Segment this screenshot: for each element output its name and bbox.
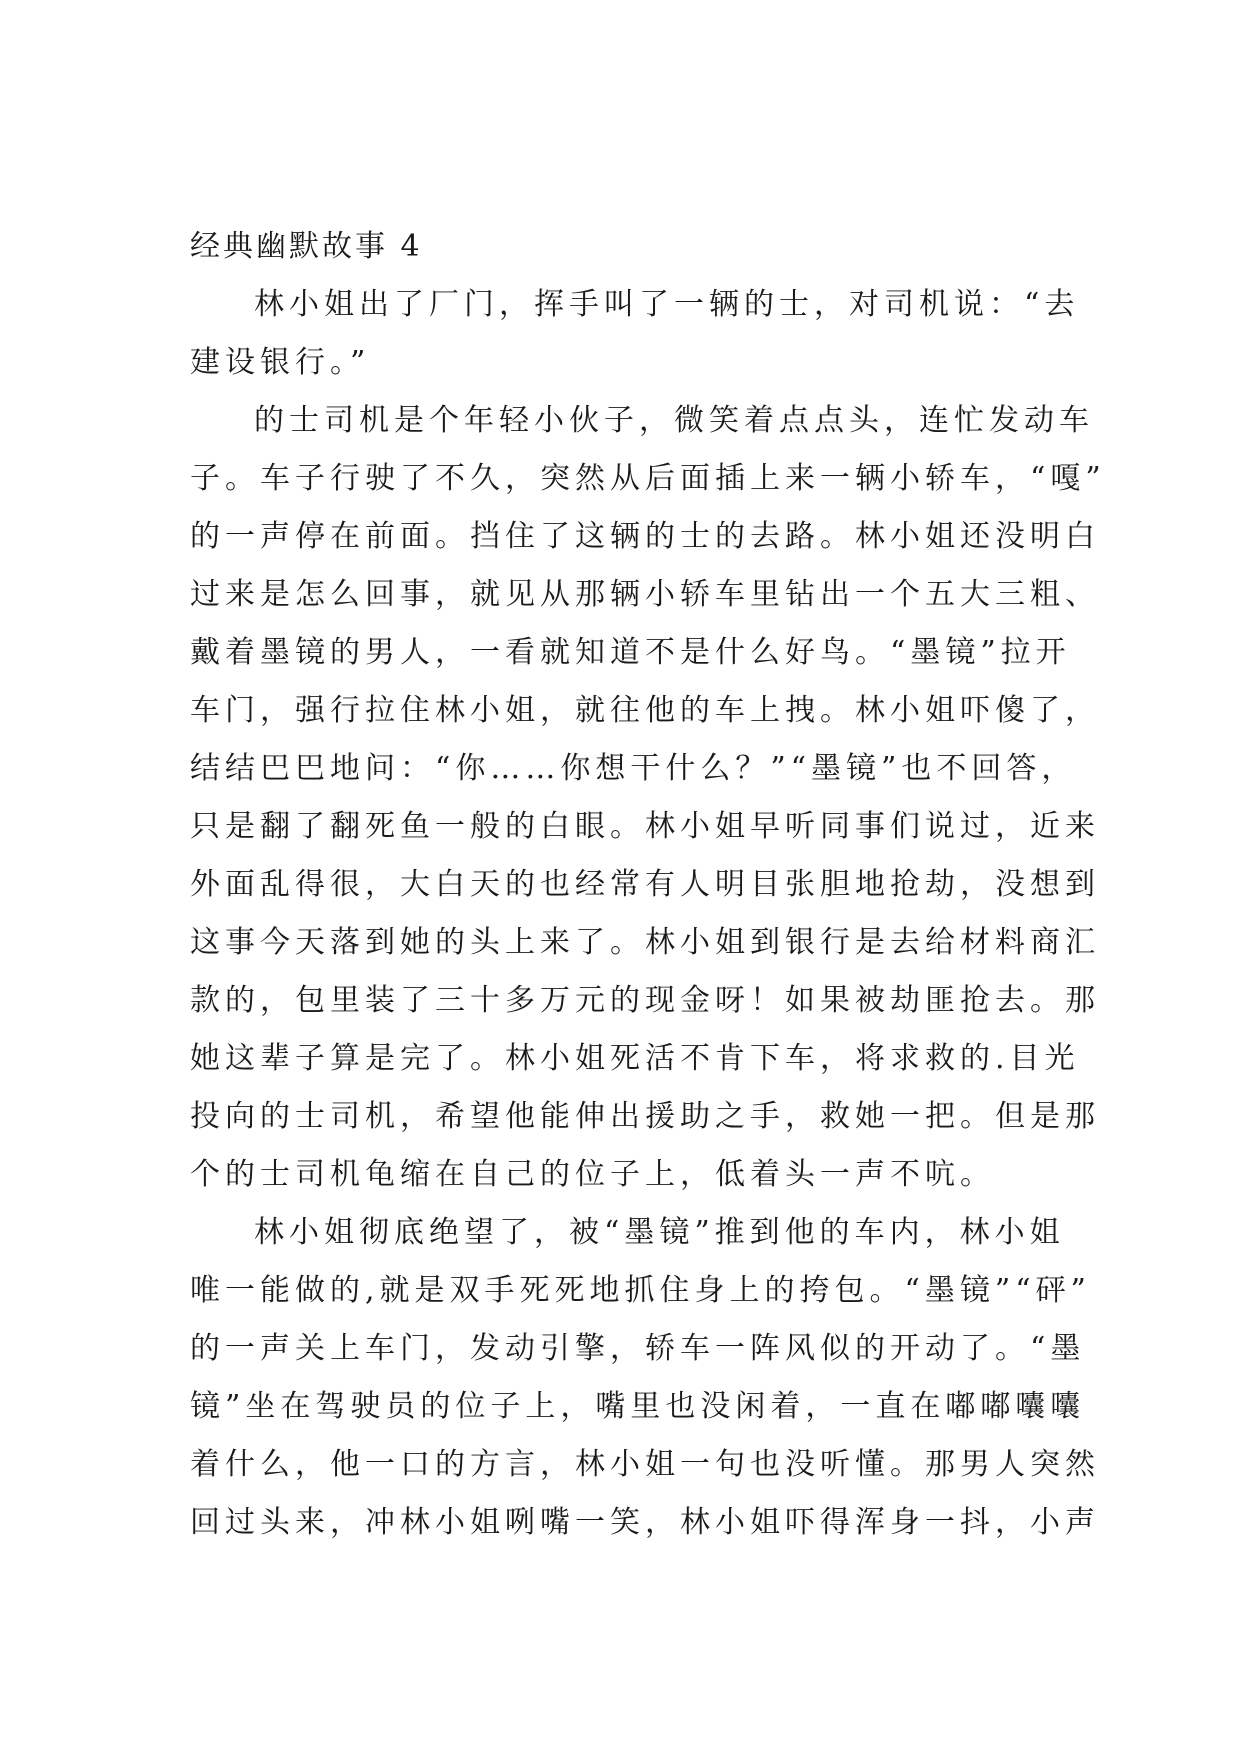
paragraph-line: 着什么，他一口的方言，林小姐一句也没听懂。那男人突然 xyxy=(190,1447,1100,1482)
paragraph-line: 投向的士司机，希望他能伸出援助之手，救她一把。但是那 xyxy=(190,1099,1100,1134)
paragraph-line: 个的士司机龟缩在自己的位子上，低着头一声不吭。 xyxy=(190,1157,995,1192)
paragraph-line: 林小姐出了厂门，挥手叫了一辆的士，对司机说：“去 xyxy=(254,287,1080,322)
paragraph-line: 车门，强行拉住林小姐，就往他的车上拽。林小姐吓傻了， xyxy=(190,693,1100,728)
paragraph-line: 镜”坐在驾驶员的位子上，嘴里也没闲着，一直在嘟嘟囔囔 xyxy=(190,1389,1086,1424)
paragraph-line: 的一声关上车门，发动引擎，轿车一阵风似的开动了。“墨 xyxy=(190,1331,1086,1366)
paragraph-line: 林小姐彻底绝望了，被“墨镜”推到他的车内，林小姐 xyxy=(254,1215,1065,1250)
paragraph-line: 的士司机是个年轻小伙子，微笑着点点头，连忙发动车 xyxy=(254,403,1094,438)
paragraph-line: 结结巴巴地问：“你……你想干什么？”“墨镜”也不回答， xyxy=(190,751,1077,786)
paragraph-line: 戴着墨镜的男人，一看就知道不是什么好鸟。“墨镜”拉开 xyxy=(190,635,1071,670)
paragraph-line: 唯一能做的,就是双手死死地抓住身上的挎包。“墨镜”“砰” xyxy=(190,1273,1091,1308)
paragraph-line: 子。车子行驶了不久，突然从后面插上来一辆小轿车，“嘎” xyxy=(190,461,1106,496)
paragraph-line: 的一声停在前面。挡住了这辆的士的去路。林小姐还没明白 xyxy=(190,519,1100,554)
paragraph xyxy=(190,1204,1100,1552)
document-title: 经典幽默故事 4 xyxy=(190,229,423,264)
paragraph-line: 建设银行。” xyxy=(190,345,371,380)
paragraph xyxy=(190,276,1080,392)
paragraph-line: 过来是怎么回事，就见从那辆小轿车里钻出一个五大三粗、 xyxy=(190,577,1100,612)
paragraph-line: 外面乱得很，大白天的也经常有人明目张胆地抢劫，没想到 xyxy=(190,867,1100,902)
paragraph-line: 只是翻了翻死鱼一般的白眼。林小姐早听同事们说过，近来 xyxy=(190,809,1100,844)
paragraph xyxy=(190,392,1106,1204)
paragraph-line: 款的，包里装了三十多万元的现金呀！如果被劫匪抢去。那 xyxy=(190,983,1100,1018)
paragraph-line: 她这辈子算是完了。林小姐死活不肯下车，将求救的.目光 xyxy=(190,1041,1080,1076)
document-body xyxy=(190,218,1106,1552)
paragraph-line: 这事今天落到她的头上来了。林小姐到银行是去给材料商汇 xyxy=(190,925,1100,960)
paragraph-line: 回过头来，冲林小姐咧嘴一笑，林小姐吓得浑身一抖，小声 xyxy=(190,1505,1100,1540)
paragraph-list xyxy=(190,276,1106,1552)
